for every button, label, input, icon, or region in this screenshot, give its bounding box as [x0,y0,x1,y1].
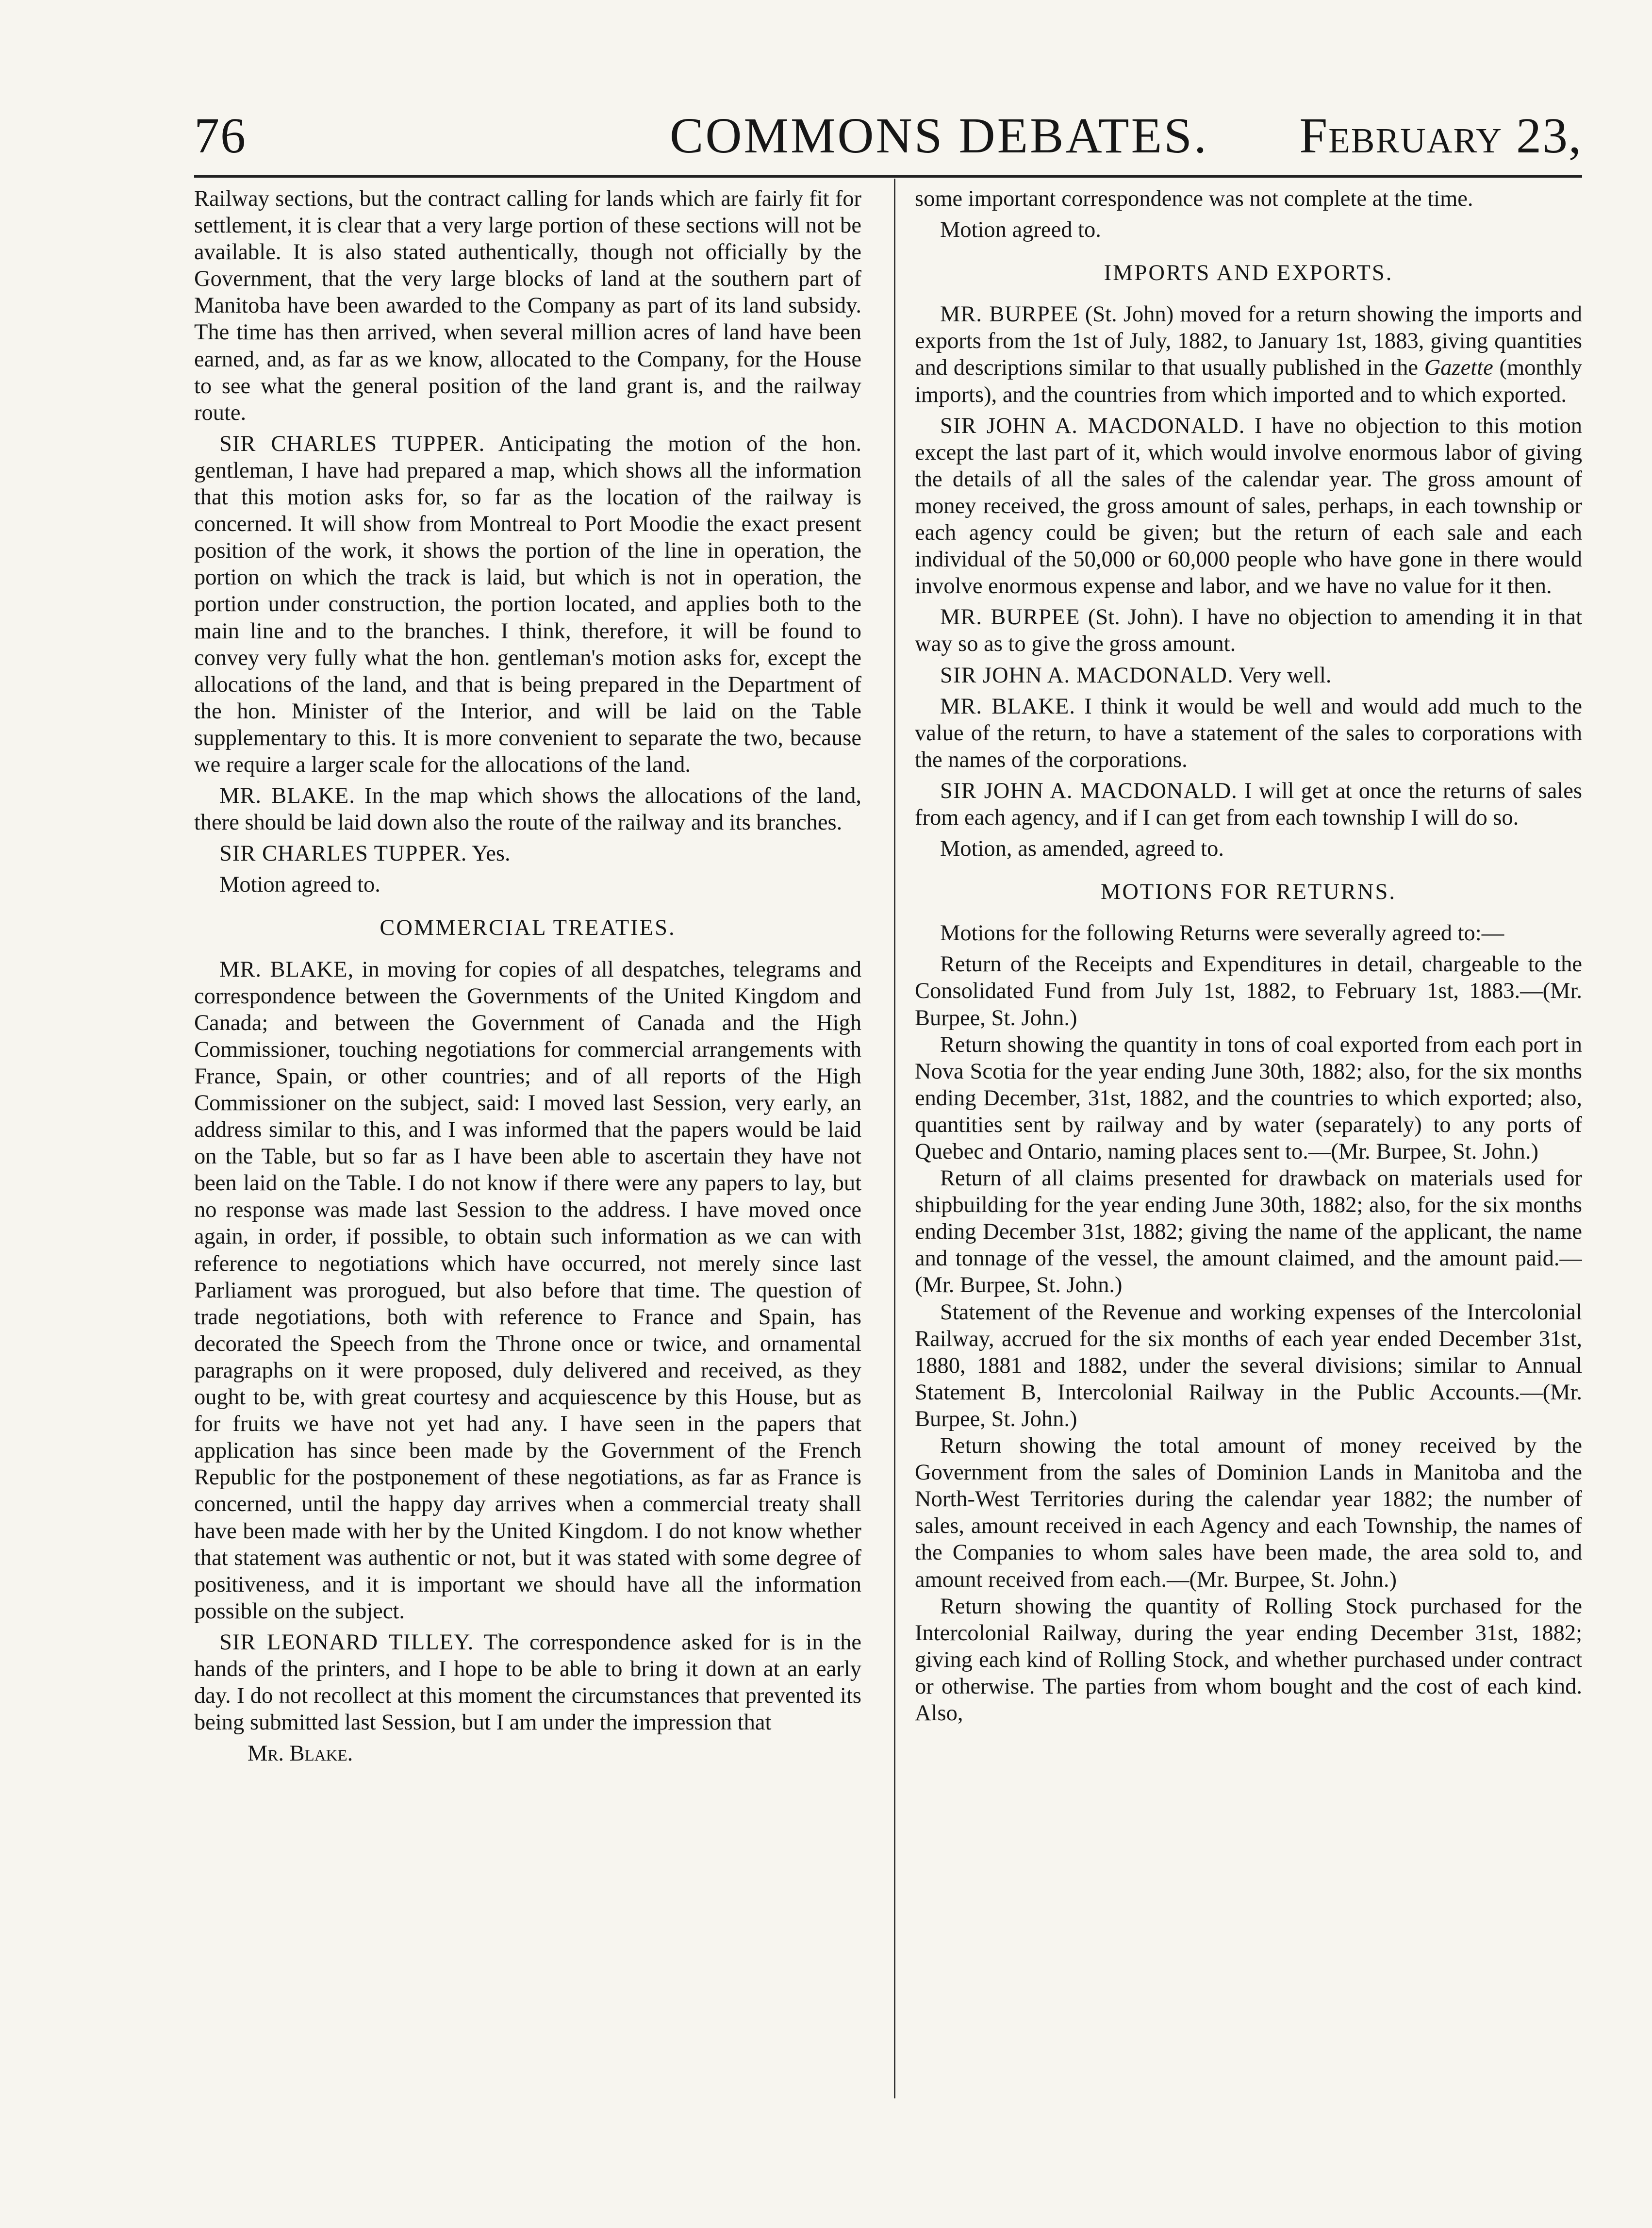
page-number: 76 [194,108,247,164]
left-column [194,185,861,2088]
return-item: Statement of the Revenue and working expenses of the Intercolonial Railway, accrued for the six months of each year ended December 31st, 1880, 1881 and 1882, under the several divisions; similar to Annual Statement B, Intercolonial Railway in the Public Accounts.—(Mr. Burpee, St. John.) [915,1299,1582,1431]
speech [194,956,861,1625]
speech-text: (St. John) moved for a return showing the imports and exports from the 1st of July, 1882, to January 1st, 1883, giving quantities and descriptions similar to that usually published in the [915,302,1582,381]
return-item: Return showing the quantity of Rolling Stock purchased for the Intercolonial Railway, during the year ending December 31st, 1882; giving each kind of Rolling Stock, and whether purchased under contract or otherwise. The parties from whom bought and the cost of each kind. Also, [915,1594,1582,1726]
speaker-signature: Mr. Blake. [248,1741,353,1766]
return-item: Return of all claims presented for drawback on materials used for shipbuilding for the year ending June 30th, 1882; also, for the six months ending December 31st, 1882; giving the name of the applicant, the name and tonnage of the vessel, the amount claimed, and the amount paid.—(Mr. Burpee, St. John.) [915,1166,1582,1298]
paragraph: Motion agreed to. [219,872,380,898]
speech-text: The correspondence asked for is in the hands of the printers, and I hope to be able to bring it down at an early day. I do not recollect at this moment the circumstances that prevented its being submitted last Session, but I am under the impression that [194,1629,861,1735]
section-heading-imports-exports: IMPORTS AND EXPORTS. [1104,261,1393,286]
speech-text: in moving for copies of all despatches, telegrams and correspondence between the Governments of the United Kingdom and Canada; and between the Government of Canada and the High Commissioner, touching negotiations for commercial arrangements with France, Spain, or other countries; and of all reports of the High Commissioner on the subject, said: I moved last Session, very early, an address similar to this, and I was informed that the papers would be laid on the Table, but so far as I have been able to ascertain they have not been laid on the Table. I do not know if there were any papers to lay, but no response was made last Session to the address. I have moved once again, in order, if possible, to obtain such information as we can with reference to negotiations which have occurred, not merely since last Parliament was prorogued, but also before that time. The question of trade negotiations, both with reference to France and Spain, has decorated the Speech from the Throne once or twice, and ornamental paragraphs on it were proposed, duly delivered and received, as they ought to be, with great courtesy and acquiescence by this House, but as for fruits we have not yet had any. I have seen in the papers that application has since been made by the Government of the French Republic for the postponement of these negotiations, as far as France is concerned, until the happy day arrives when a commercial treaty shall have been made with her by the United Kingdom. I do not know whether that statement was authentic or not, but it was stated with some degree of positiveness, and it is important we should have all the information possible on the subject. [194,957,861,1624]
speech [915,778,1582,831]
speech-text: (monthly imports), and the countries from which imported and to which exported. [915,355,1582,407]
section-heading-motions-for-returns: MOTIONS FOR RETURNS. [1100,880,1397,905]
header-rule [194,175,1582,178]
paragraph: Railway sections, but the contract calling for lands which are fairly fit for settlement, it is clear that a very large portion of these sections will not be available. It is also stated authentically, though not officially by the Government, that the very large blocks of land at the southern part of Manitoba have been awarded to the Company as part of its land subsidy. The time has then arrived, when several million acres of land have been earned, and, as far as we know, allocated to the Company, for the House to see what the general position of the land grant is, and the railway route. [194,186,861,425]
speech-text: Anticipating the motion of the hon. gentleman, I have had prepared a map, which shows all the information that this motion asks for, so far as the location of the railway is concerned. It will show from Montreal to Port Moodie the exact present position of the work, it shows the portion of the line in operation, the portion on which the track is laid, but which is not in operation, the portion under construction, the portion located, and applies both to the main line and to the branches. I think, therefore, it will be found to convey very fully what the hon. gentleman's motion asks for, except the allocations of the land, and that is being prepared in the Department of the hon. Minister of the Interior, and will be laid on the Table supplementary to this. It is more convenient to separate the two, because we require a larger scale for the allocations of the land. [194,431,861,777]
speaker-name: SIR LEONARD TILLEY. [219,1629,474,1655]
speaker-name: MR. BURPEE [940,302,1079,327]
speech [194,840,861,867]
speech [915,604,1582,657]
speaker-name: MR. BLAKE. [940,694,1075,719]
speech-text: I think it would be well and would add much to the value of the return, to have a statement of the sales to corporations with the names of the corporations. [915,694,1582,772]
speech [915,693,1582,773]
speech [915,301,1582,408]
speech-text: I will get at once the returns of sales from each agency, and if I can get from each township I will do so. [915,778,1582,830]
speaker-name: SIR JOHN A. MACDONALD. [940,778,1238,803]
page-header [194,107,1582,170]
speech [194,1629,861,1736]
speech-text: I have no objection to this motion except the last part of it, which would involve enormous labor of giving the details of all the sales of the calendar year. The gross amount of money received, the gross amount of sales, perhaps, in each township or each agency could be given; but the return of each sale and each individual of the 50,000 or 60,000 people who have gone in there would involve enormous expense and labor, and we have no value for it then. [915,413,1582,599]
return-item: Return showing the total amount of money received by the Government from the sales of Dominion Lands in Manitoba and the North-West Territories during the calendar year 1882; the number of sales, amount received in each Agency and each Township, the names of the Companies to whom sales have been made, the area sold to, and amount received from each.—(Mr. Burpee, St. John.) [915,1433,1582,1592]
paragraph: Motion agreed to. [940,217,1101,243]
journal-title: COMMONS DEBATES. [670,108,1208,164]
gazette-title: Gazette [1424,355,1493,381]
speaker-name: SIR JOHN A. MACDONALD. [940,663,1234,688]
paragraph: Motion, as amended, agreed to. [940,836,1224,862]
speech [915,662,1582,689]
speech-text: (St. John). I have no objection to amending it in that way so as to give the gross amount. [915,605,1582,657]
speaker-name: MR. BLAKE, [219,957,354,982]
speaker-name: MR. BLAKE. [219,783,355,809]
speech [194,782,861,836]
page-date: February 23, [1299,108,1582,164]
speech-text: In the map which shows the allocations of the land, there should be laid down also the route of the railway and its branches. [194,783,861,835]
speaker-name: SIR JOHN A. MACDONALD. [940,413,1245,438]
return-item: Return showing the quantity in tons of coal exported from each port in Nova Scotia for the year ending June 30th, 1882; also, for the six months ending December, 31st, 1882, and the countries to which exported; also, quantities sent by railway and by water (separately) to any ports of Quebec and Ontario, naming places sent to.—(Mr. Burpee, St. John.) [915,1032,1582,1164]
speaker-name: SIR CHARLES TUPPER. [219,841,467,866]
right-column [915,185,1582,2088]
paragraph: some important correspondence was not complete at the time. [915,186,1473,211]
speech [194,431,861,778]
speech-text: Yes. [472,841,511,866]
speech [915,413,1582,600]
section-heading-commercial-treaties: COMMERCIAL TREATIES. [380,915,676,941]
speech-text: Very well. [1239,663,1332,688]
paragraph: Motions for the following Returns were severally agreed to:— [940,921,1504,946]
speaker-name: MR. BURPEE [940,605,1080,630]
column-divider [894,179,895,2098]
return-item: Return of the Receipts and Expenditures in detail, chargeable to the Consolidated Fund from July 1st, 1882, to February 1st, 1883.—(Mr. Burpee, St. John.) [915,952,1582,1031]
speaker-name: SIR CHARLES TUPPER. [219,431,485,456]
